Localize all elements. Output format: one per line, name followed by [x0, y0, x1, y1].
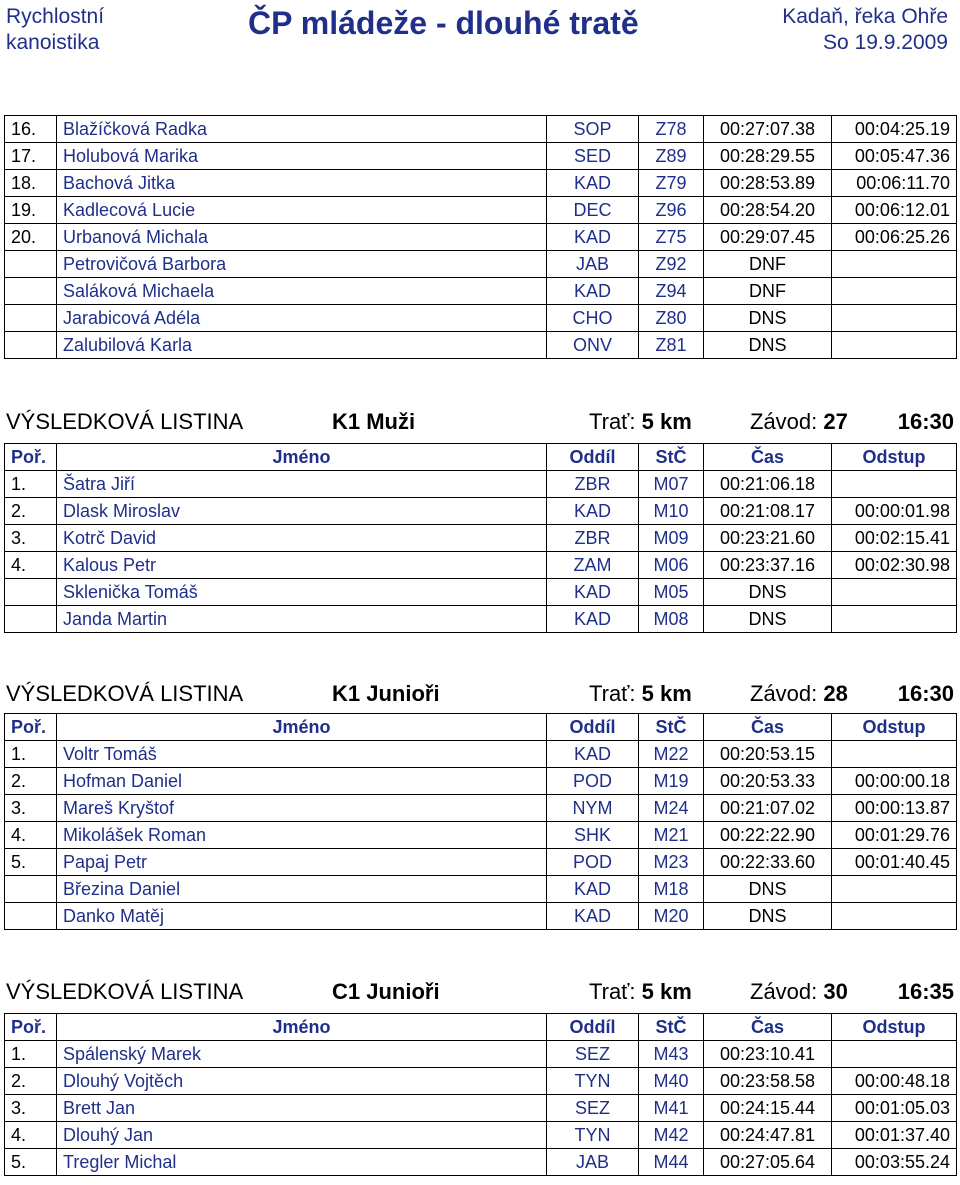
cell-gap — [832, 579, 957, 606]
cell-club: DEC — [547, 197, 639, 224]
table-row — [5, 768, 957, 795]
results-table — [4, 443, 957, 633]
cell-club: KAD — [547, 579, 639, 606]
cell-time: 00:20:53.33 — [704, 768, 832, 795]
cell-time: DNF — [704, 278, 832, 305]
cell-gap — [832, 876, 957, 903]
section-category: K1 Muži — [332, 409, 416, 434]
cell-bib: M18 — [639, 876, 704, 903]
cell-bib: M21 — [639, 822, 704, 849]
section-header — [6, 405, 956, 439]
cell-time: 00:21:06.18 — [704, 471, 832, 498]
cell-bib: M23 — [639, 849, 704, 876]
cell-gap: 00:06:12.01 — [832, 197, 957, 224]
cell-time: DNS — [704, 876, 832, 903]
cell-rank: 4. — [5, 822, 57, 849]
results-table — [4, 713, 957, 930]
table-header-row — [5, 444, 957, 471]
cell-club: KAD — [547, 606, 639, 633]
cell-name: Petrovičová Barbora — [57, 251, 547, 278]
cell-gap: 00:05:47.36 — [832, 143, 957, 170]
cell-name: Brett Jan — [57, 1095, 547, 1122]
table-row — [5, 116, 957, 143]
cell-club: KAD — [547, 278, 639, 305]
cell-rank: 1. — [5, 1041, 57, 1068]
cell-name: Bachová Jitka — [57, 170, 547, 197]
section-label: VÝSLEDKOVÁ LISTINA — [6, 979, 244, 1004]
cell-rank: 4. — [5, 1122, 57, 1149]
table-header-row — [5, 714, 957, 741]
cell-rank — [5, 606, 57, 633]
cell-club: SEZ — [547, 1095, 639, 1122]
cell-time: 00:27:07.38 — [704, 116, 832, 143]
column-header-time: Čas — [704, 714, 832, 741]
section-track — [589, 681, 692, 707]
column-header-time: Čas — [704, 444, 832, 471]
cell-club: ZAM — [547, 552, 639, 579]
cell-gap: 00:03:55.24 — [832, 1149, 957, 1176]
cell-rank: 18. — [5, 170, 57, 197]
section-category: C1 Junioři — [332, 979, 440, 1004]
cell-bib: M40 — [639, 1068, 704, 1095]
cell-bib: Z89 — [639, 143, 704, 170]
table-row — [5, 305, 957, 332]
cell-bib: M41 — [639, 1095, 704, 1122]
table-row — [5, 1095, 957, 1122]
cell-bib: Z94 — [639, 278, 704, 305]
cell-club: SHK — [547, 822, 639, 849]
cell-gap — [832, 1041, 957, 1068]
table-row — [5, 1041, 957, 1068]
cell-name: Saláková Michaela — [57, 278, 547, 305]
table-row — [5, 197, 957, 224]
cell-rank: 3. — [5, 525, 57, 552]
cell-name: Papaj Petr — [57, 849, 547, 876]
cell-gap — [832, 903, 957, 930]
cell-club: TYN — [547, 1122, 639, 1149]
table-row — [5, 876, 957, 903]
column-header-gap: Odstup — [832, 714, 957, 741]
column-header-name: Jméno — [57, 1014, 547, 1041]
track-distance: 5 km — [641, 409, 692, 434]
cell-club: ONV — [547, 332, 639, 359]
section-track — [589, 409, 692, 435]
table-row — [5, 471, 957, 498]
race-label: Závod: — [750, 681, 818, 706]
cell-bib: Z79 — [639, 170, 704, 197]
column-header-bib: StČ — [639, 1014, 704, 1041]
cell-gap — [832, 606, 957, 633]
table-row — [5, 498, 957, 525]
column-header-name: Jméno — [57, 444, 547, 471]
cell-rank: 16. — [5, 116, 57, 143]
cell-time: 00:28:54.20 — [704, 197, 832, 224]
cell-club: SEZ — [547, 1041, 639, 1068]
event-date: So 19.9.2009 — [823, 31, 948, 54]
cell-name: Holubová Marika — [57, 143, 547, 170]
cell-bib: M09 — [639, 525, 704, 552]
cell-bib: M06 — [639, 552, 704, 579]
table-row — [5, 795, 957, 822]
track-label: Trať: — [589, 409, 636, 434]
cell-time: DNS — [704, 606, 832, 633]
cell-club: SED — [547, 143, 639, 170]
cell-name: Kadlecová Lucie — [57, 197, 547, 224]
cell-bib: M43 — [639, 1041, 704, 1068]
table-row — [5, 1149, 957, 1176]
cell-time: 00:23:58.58 — [704, 1068, 832, 1095]
race-number: 30 — [823, 979, 848, 1004]
cell-bib: M10 — [639, 498, 704, 525]
cell-club: KAD — [547, 498, 639, 525]
track-label: Trať: — [589, 979, 636, 1004]
cell-time: 00:21:08.17 — [704, 498, 832, 525]
cell-bib: Z81 — [639, 332, 704, 359]
cell-name: Zalubilová Karla — [57, 332, 547, 359]
cell-time: 00:24:15.44 — [704, 1095, 832, 1122]
cell-rank — [5, 278, 57, 305]
cell-bib: M22 — [639, 741, 704, 768]
cell-club: KAD — [547, 741, 639, 768]
cell-rank: 4. — [5, 552, 57, 579]
cell-gap: 00:06:11.70 — [832, 170, 957, 197]
cell-club: ZBR — [547, 525, 639, 552]
cell-bib: M20 — [639, 903, 704, 930]
cell-time: 00:23:21.60 — [704, 525, 832, 552]
table-row — [5, 741, 957, 768]
cell-bib: Z96 — [639, 197, 704, 224]
cell-gap: 00:01:29.76 — [832, 822, 957, 849]
cell-time: DNS — [704, 903, 832, 930]
cell-club: KAD — [547, 224, 639, 251]
cell-bib: M05 — [639, 579, 704, 606]
cell-club: NYM — [547, 795, 639, 822]
cell-time: 00:23:10.41 — [704, 1041, 832, 1068]
column-header-club: Oddíl — [547, 714, 639, 741]
cell-name: Kotrč David — [57, 525, 547, 552]
table-row — [5, 552, 957, 579]
cell-name: Janda Martin — [57, 606, 547, 633]
section-start-time: 16:35 — [897, 979, 954, 1004]
cell-gap: 00:01:37.40 — [832, 1122, 957, 1149]
cell-name: Jarabicová Adéla — [57, 305, 547, 332]
cell-bib: Z80 — [639, 305, 704, 332]
cell-time: 00:21:07.02 — [704, 795, 832, 822]
column-header-name: Jméno — [57, 714, 547, 741]
cell-name: Březina Daniel — [57, 876, 547, 903]
cell-rank: 5. — [5, 1149, 57, 1176]
section-header — [6, 975, 956, 1009]
cell-bib: M07 — [639, 471, 704, 498]
cell-time: 00:28:29.55 — [704, 143, 832, 170]
cell-gap — [832, 741, 957, 768]
cell-gap — [832, 251, 957, 278]
section-label: VÝSLEDKOVÁ LISTINA — [6, 409, 244, 434]
cell-rank — [5, 903, 57, 930]
cell-time: DNS — [704, 332, 832, 359]
cell-club: KAD — [547, 876, 639, 903]
cell-rank: 3. — [5, 1095, 57, 1122]
section-start-time: 16:30 — [897, 409, 954, 434]
cell-rank: 3. — [5, 795, 57, 822]
cell-club: ZBR — [547, 471, 639, 498]
column-header-gap: Odstup — [832, 444, 957, 471]
cell-name: Dlask Miroslav — [57, 498, 547, 525]
section-header — [6, 677, 956, 711]
table-row — [5, 849, 957, 876]
cell-time: 00:22:22.90 — [704, 822, 832, 849]
cell-club: KAD — [547, 170, 639, 197]
table-row — [5, 1068, 957, 1095]
column-header-club: Oddíl — [547, 1014, 639, 1041]
table-header-row — [5, 1014, 957, 1041]
column-header-rank: Poř. — [5, 714, 57, 741]
cell-name: Urbanová Michala — [57, 224, 547, 251]
cell-club: JAB — [547, 1149, 639, 1176]
page-title: ČP mládeže - dlouhé tratě — [248, 5, 639, 41]
cell-gap — [832, 305, 957, 332]
race-label: Závod: — [750, 979, 818, 1004]
cell-gap: 00:01:40.45 — [832, 849, 957, 876]
column-header-gap: Odstup — [832, 1014, 957, 1041]
cell-rank — [5, 579, 57, 606]
table-row — [5, 903, 957, 930]
track-distance: 5 km — [641, 979, 692, 1004]
cell-name: Voltr Tomáš — [57, 741, 547, 768]
cell-name: Spálenský Marek — [57, 1041, 547, 1068]
table-row — [5, 606, 957, 633]
track-label: Trať: — [589, 681, 636, 706]
cell-club: TYN — [547, 1068, 639, 1095]
cell-gap: 00:04:25.19 — [832, 116, 957, 143]
cell-name: Mikolášek Roman — [57, 822, 547, 849]
cell-rank: 1. — [5, 741, 57, 768]
cell-bib: M42 — [639, 1122, 704, 1149]
cell-time: 00:28:53.89 — [704, 170, 832, 197]
cell-club: POD — [547, 849, 639, 876]
cell-bib: M24 — [639, 795, 704, 822]
cell-name: Sklenička Tomáš — [57, 579, 547, 606]
cell-rank: 17. — [5, 143, 57, 170]
cell-name: Šatra Jiří — [57, 471, 547, 498]
table-row — [5, 251, 957, 278]
cell-gap: 00:00:00.18 — [832, 768, 957, 795]
cell-bib: Z78 — [639, 116, 704, 143]
cell-bib: Z92 — [639, 251, 704, 278]
cell-rank: 19. — [5, 197, 57, 224]
cell-name: Blažíčková Radka — [57, 116, 547, 143]
cell-rank — [5, 251, 57, 278]
cell-club: CHO — [547, 305, 639, 332]
cell-bib: Z75 — [639, 224, 704, 251]
cell-name: Kalous Petr — [57, 552, 547, 579]
cell-gap — [832, 471, 957, 498]
column-header-bib: StČ — [639, 714, 704, 741]
cell-bib: M19 — [639, 768, 704, 795]
table-row — [5, 278, 957, 305]
cell-time: DNS — [704, 579, 832, 606]
cell-name: Hofman Daniel — [57, 768, 547, 795]
cell-rank: 2. — [5, 498, 57, 525]
column-header-rank: Poř. — [5, 1014, 57, 1041]
cell-gap: 00:02:30.98 — [832, 552, 957, 579]
cell-gap: 00:00:48.18 — [832, 1068, 957, 1095]
cell-time: 00:29:07.45 — [704, 224, 832, 251]
race-number: 27 — [823, 409, 848, 434]
cell-name: Dlouhý Jan — [57, 1122, 547, 1149]
cell-rank: 2. — [5, 1068, 57, 1095]
table-row — [5, 170, 957, 197]
event-location: Kadaň, řeka Ohře — [782, 5, 948, 28]
table-row — [5, 525, 957, 552]
table-row — [5, 143, 957, 170]
cell-gap — [832, 332, 957, 359]
results-table-continued — [4, 115, 957, 359]
table-row — [5, 224, 957, 251]
cell-bib: M08 — [639, 606, 704, 633]
cell-gap: 00:06:25.26 — [832, 224, 957, 251]
section-category: K1 Junioři — [332, 681, 440, 706]
cell-gap — [832, 278, 957, 305]
cell-name: Danko Matěj — [57, 903, 547, 930]
section-race — [750, 979, 848, 1005]
table-row — [5, 822, 957, 849]
cell-rank: 2. — [5, 768, 57, 795]
cell-gap: 00:00:13.87 — [832, 795, 957, 822]
race-number: 28 — [823, 681, 848, 706]
cell-club: SOP — [547, 116, 639, 143]
cell-time: DNS — [704, 305, 832, 332]
cell-club: POD — [547, 768, 639, 795]
section-label: VÝSLEDKOVÁ LISTINA — [6, 681, 244, 706]
column-header-bib: StČ — [639, 444, 704, 471]
section-race — [750, 409, 848, 435]
cell-time: 00:27:05.64 — [704, 1149, 832, 1176]
section-track — [589, 979, 692, 1005]
event-info — [782, 4, 948, 56]
cell-bib: M44 — [639, 1149, 704, 1176]
cell-name: Mareš Kryštof — [57, 795, 547, 822]
results-table — [4, 1013, 957, 1176]
cell-gap: 00:00:01.98 — [832, 498, 957, 525]
table-row — [5, 1122, 957, 1149]
cell-time: 00:20:53.15 — [704, 741, 832, 768]
organization — [6, 4, 104, 56]
cell-gap: 00:02:15.41 — [832, 525, 957, 552]
section-race — [750, 681, 848, 707]
race-label: Závod: — [750, 409, 818, 434]
cell-rank — [5, 876, 57, 903]
cell-gap: 00:01:05.03 — [832, 1095, 957, 1122]
table-row — [5, 579, 957, 606]
organization-line-1: Rychlostní — [6, 5, 105, 28]
cell-club: JAB — [547, 251, 639, 278]
column-header-rank: Poř. — [5, 444, 57, 471]
cell-time: 00:23:37.16 — [704, 552, 832, 579]
cell-rank: 20. — [5, 224, 57, 251]
table-row — [5, 332, 957, 359]
section-start-time: 16:30 — [897, 681, 954, 706]
cell-rank: 1. — [5, 471, 57, 498]
cell-time: 00:24:47.81 — [704, 1122, 832, 1149]
cell-time: 00:22:33.60 — [704, 849, 832, 876]
cell-rank — [5, 332, 57, 359]
cell-rank — [5, 305, 57, 332]
cell-name: Dlouhý Vojtěch — [57, 1068, 547, 1095]
cell-club: KAD — [547, 903, 639, 930]
cell-name: Tregler Michal — [57, 1149, 547, 1176]
track-distance: 5 km — [641, 681, 692, 706]
column-header-club: Oddíl — [547, 444, 639, 471]
cell-rank: 5. — [5, 849, 57, 876]
column-header-time: Čas — [704, 1014, 832, 1041]
cell-time: DNF — [704, 251, 832, 278]
organization-line-2: kanoistika — [6, 31, 100, 54]
